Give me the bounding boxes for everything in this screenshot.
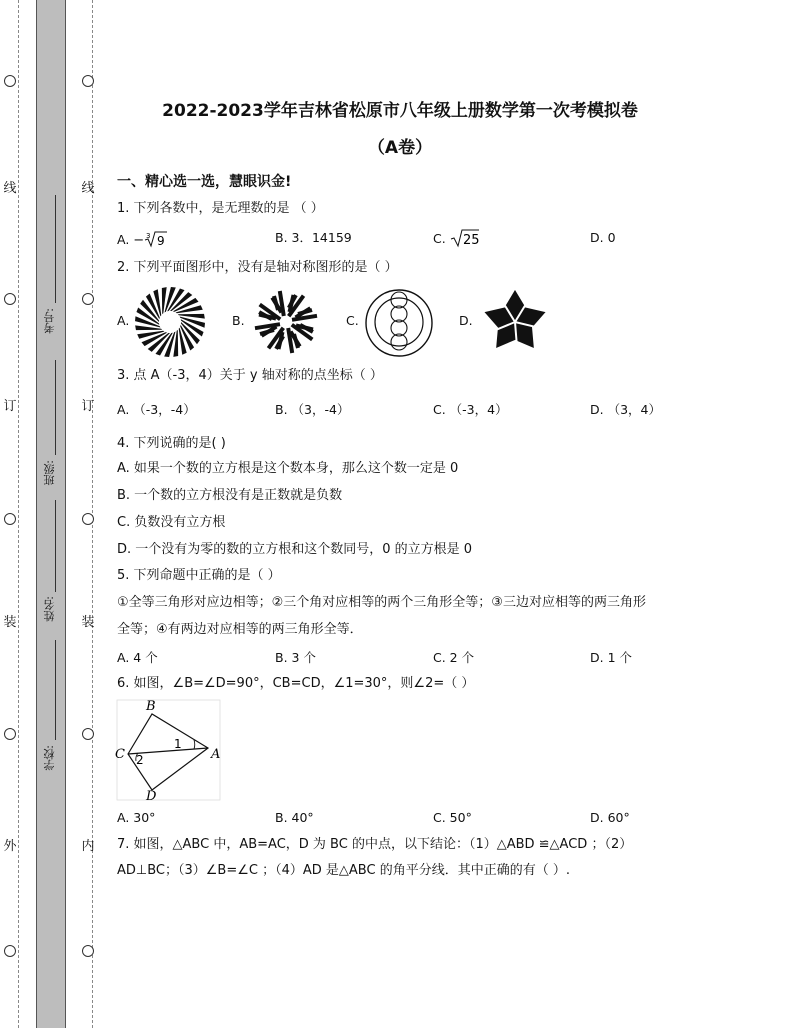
margin-char-ding-inner: 订 (81, 399, 95, 414)
question-5-statements-line1: ①全等三角形对应边相等；②三个角对应相等的两个三角形全等；③三边对应相等的两三角形 (117, 595, 646, 610)
binding-hole (82, 945, 94, 957)
outer-dashed-line (18, 0, 19, 1028)
question-3-option-d[interactable]: D. （3，4） (590, 402, 661, 417)
class-label: 班级: (43, 460, 56, 486)
section-heading: 一、精心选一选，慧眼识金! (117, 174, 292, 190)
kite-star-figure (478, 284, 552, 356)
question-4-stem: 4. 下列说确的是( ) (117, 436, 226, 451)
kite-petals (479, 288, 551, 356)
school-fill-line[interactable] (55, 640, 56, 740)
exam-number-label: 考号: (43, 308, 56, 334)
margin-char-nei-inner: 内 (81, 839, 95, 854)
question-6-stem: 6. 如图，∠B=∠D=90°，CB=CD，∠1=30°，则∠2=（ ） (117, 676, 475, 691)
question-3-option-b[interactable]: B. （3，-4） (275, 402, 350, 417)
margin-char-xian-inner: 线 (81, 181, 95, 196)
label-a: A (211, 747, 221, 762)
pinwheel-center (159, 311, 181, 333)
question-7-line2: AD⊥BC；（3）∠B=∠C ；（4）AD 是△ABC 的角平分线．其中正确的有（ ）. (117, 863, 570, 878)
question-5-stem: 5. 下列命题中正确的是（ ） (117, 568, 281, 583)
cube-root-expression (144, 230, 168, 248)
pinwheel-figure (134, 286, 206, 358)
question-2-stem: 2. 下列平面图形中，没有是轴对称图形的是（ ） (117, 260, 398, 275)
question-4-option-d[interactable]: D. 一个没有为零的数的立方根和这个数同号，0 的立方根是 0 (117, 542, 473, 557)
binding-hole (4, 945, 16, 957)
name-label: 姓名: (43, 596, 56, 622)
margin-char-zhuang: 装 (3, 615, 17, 630)
binding-hole (82, 75, 94, 87)
binding-hole (4, 293, 16, 305)
question-5-statements-line2: 全等；④有两边对应相等的两三角形全等． (117, 622, 363, 637)
question-1-option-d[interactable]: D. 0 (590, 230, 616, 245)
question-1-stem: 1. 下列各数中，是无理数的是 （ ） (117, 201, 324, 216)
angle-2-label: 2 (136, 753, 144, 767)
margin-char-wai: 外 (3, 839, 17, 854)
name-fill-line[interactable] (55, 500, 56, 592)
label-d: D (146, 789, 157, 802)
binding-hole (4, 75, 16, 87)
question-6-option-d[interactable]: D. 60° (590, 810, 630, 825)
binding-hole (82, 293, 94, 305)
quadrilateral-figure (114, 698, 222, 802)
radicand: 25 (462, 233, 480, 248)
root-index: 3 (146, 232, 151, 240)
question-1-option-c[interactable] (433, 228, 480, 248)
square-root-sign (450, 228, 480, 248)
option-c-prefix: C. (433, 231, 450, 246)
school-label: 学校: (43, 745, 56, 771)
starburst-bar (260, 330, 274, 334)
margin-char-ding: 订 (3, 399, 17, 414)
label-b: B (146, 699, 156, 714)
exam-number-fill-line[interactable] (55, 195, 56, 303)
radicand: 9 (157, 234, 165, 248)
nested-circles-figure (364, 288, 434, 358)
question-3-stem: 3. 点 A（-3，4）关于 y 轴对称的点坐标（ ） (117, 368, 383, 383)
binding-hole (4, 513, 16, 525)
binding-hole (82, 513, 94, 525)
starburst-bar (274, 296, 278, 310)
question-6-option-b[interactable]: B. 40° (275, 810, 314, 825)
starburst-rays (255, 291, 317, 353)
starburst-bar (294, 334, 298, 348)
question-7-line1: 7. 如图，△ABC 中，AB=AC，D 为 BC 的中点，以下结论：（1）△ABD ≌△ACD ；（2） (117, 837, 633, 852)
page-title: 2022-2023学年吉林省松原市八年级上册数学第一次考模拟卷 (162, 101, 638, 121)
question-5-option-a[interactable]: A. 4 个 (117, 650, 158, 665)
question-5-option-d[interactable]: D. 1 个 (590, 650, 632, 665)
question-6-option-a[interactable]: A. 30° (117, 810, 156, 825)
margin-char-zhuang-inner: 装 (81, 615, 95, 630)
cube-root-sign (144, 230, 168, 248)
question-3-option-c[interactable]: C. （-3，4） (433, 402, 508, 417)
question-2-option-a[interactable]: A. (117, 313, 130, 328)
question-2-option-c[interactable]: C. (346, 313, 359, 328)
question-2-option-b[interactable]: B. (232, 313, 245, 328)
angle-1-label: 1 (174, 737, 182, 751)
minus-sign: − (133, 233, 145, 248)
question-4-option-b[interactable]: B. 一个数的立方根没有是正数就是负数 (117, 488, 343, 503)
question-5-option-c[interactable]: C. 2 个 (433, 650, 475, 665)
question-1-option-a[interactable] (117, 230, 168, 249)
binding-hole (82, 728, 94, 740)
label-c: C (115, 747, 125, 762)
binding-strip (36, 0, 66, 1028)
option-a-prefix: A. (117, 232, 134, 247)
class-fill-line[interactable] (55, 360, 56, 455)
question-5-option-b[interactable]: B. 3 个 (275, 650, 316, 665)
question-2-option-d[interactable]: D. (459, 313, 473, 328)
binding-hole (4, 728, 16, 740)
margin-char-xian: 线 (3, 181, 17, 196)
question-3-option-a[interactable]: A. （-3，-4） (117, 402, 196, 417)
page-subtitle: （A卷） (367, 138, 433, 158)
question-6-option-c[interactable]: C. 50° (433, 810, 472, 825)
starburst-figure (252, 288, 320, 356)
question-1-option-b[interactable]: B. 3．14159 (275, 230, 352, 245)
question-4-option-c[interactable]: C. 负数没有立方根 (117, 515, 226, 530)
question-4-option-a[interactable]: A. 如果一个数的立方根是这个数本身，那么这个数一定是 0 (117, 461, 459, 476)
